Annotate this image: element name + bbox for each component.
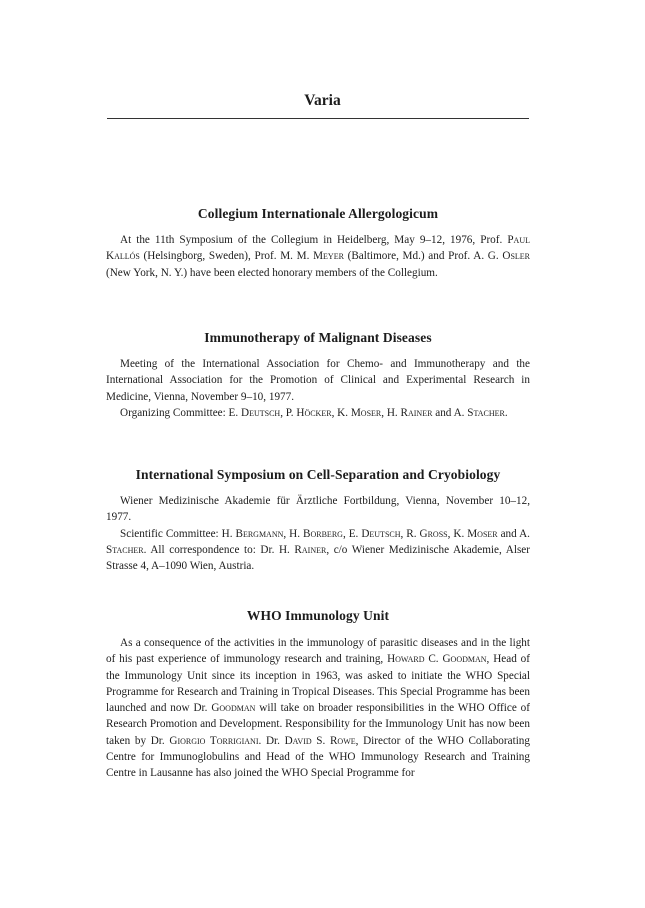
section-title: Collegium Internationale Allergologicum bbox=[197, 206, 439, 221]
section-cell-separation bbox=[106, 467, 530, 574]
paragraph: Wiener Medizinische Akademie für Ärztliche Fortbildung, Vienna, November 10–12, 1977. bbox=[106, 495, 530, 524]
header-rule bbox=[107, 118, 529, 119]
paragraph: Organizing Committee: E. Deutsch, P. Höcker, K. Moser, H. Rainer and A. Stacher. bbox=[120, 406, 508, 419]
paragraph: Meeting of the International Association for Chemo- and Immunotherapy and the International Association for the Promotion of Clinical and Experimental Research in Medicine, Vienna, November 9–10, 1977. bbox=[106, 358, 530, 403]
paragraph: Scientific Committee: H. Bergmann, H. Borberg, E. Deutsch, R. Gross, K. Moser and A. Stacher. All correspondence to: Dr. H. Rainer, c/o Wiener Medizinische Akademie, Alser Strasse 4, A–1090 Wien, Austria. bbox=[106, 527, 530, 573]
section-title: WHO Immunology Unit bbox=[246, 608, 390, 623]
paragraph: At the 11th Symposium of the Collegium in Heidelberg, May 9–12, 1976, Prof. Paul Kallós (Helsingborg, Sweden), Prof. M. M. Meyer (Baltimore, Md.) and Prof. A. G. Osler (New York, N. Y.) have been elected honorary members of the Collegium. bbox=[106, 234, 531, 279]
section-immunotherapy bbox=[106, 330, 530, 421]
section-collegium bbox=[106, 206, 530, 281]
section-title: Immunotherapy of Malignant Diseases bbox=[204, 330, 432, 345]
section-title: International Symposium on Cell-Separation and Cryobiology bbox=[135, 467, 501, 482]
paragraph: As a consequence of the activities in the immunology of parasitic diseases and in the light of his past experience of immunology research and training, Howard C. Goodman, Head of the Immunology Unit since its inception in 1963, was asked to initiate the WHO Special Programme for Research and Training in Tropical Diseases. This Special Programme has been launched and now Dr. Goodman will take on broader responsibilities in the WHO Office of Research Promotion and Development. Responsibility for the Immunology Unit has now been taken by Dr. Giorgio Torrigiani. Dr. David S. Rowe, Director of the WHO Collaborating Centre for Immunoglobulins and Head of the WHO Immunology Research and Training Centre in Lausanne has also joined the WHO Special Programme for bbox=[106, 637, 530, 780]
page-title: Varia bbox=[304, 92, 341, 109]
section-who-immunology bbox=[106, 608, 530, 782]
